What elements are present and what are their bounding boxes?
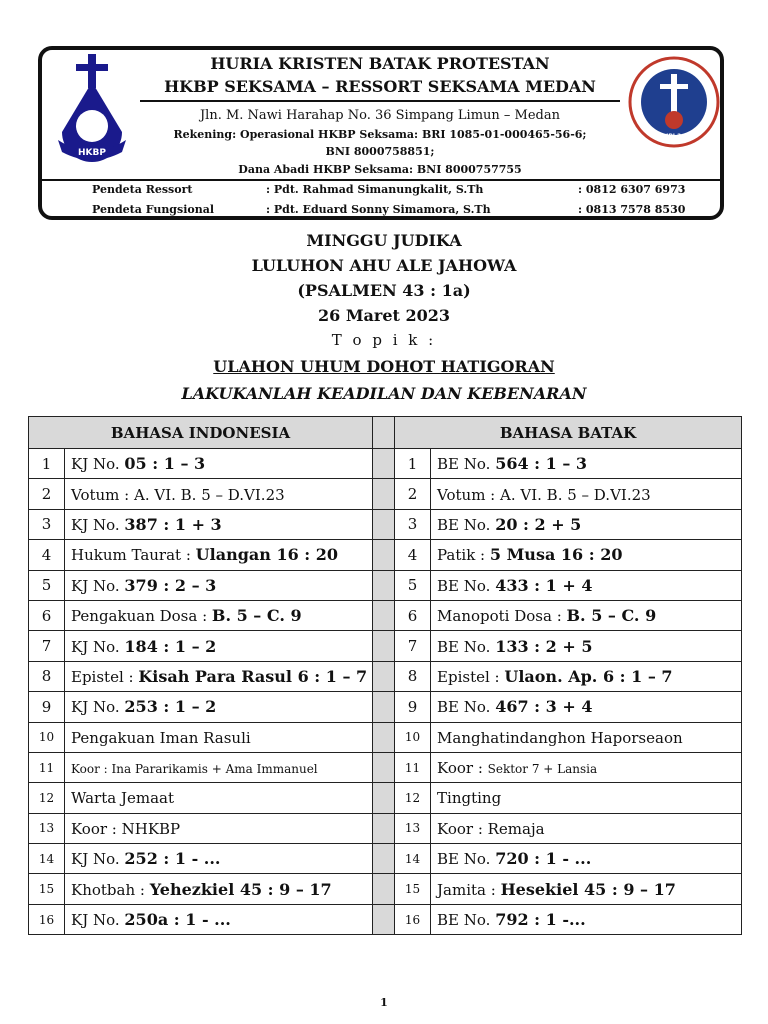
hkbp-cross-logo-icon [52,52,132,164]
item-text: Pengakuan Iman Rasuli [71,728,251,747]
liturgy-item [65,600,373,630]
item-reference: 252 : 1 - ... [124,849,221,869]
row-number: 2 [29,479,65,509]
item-text: KJ No. [71,911,125,930]
column-gap [373,449,395,479]
liturgy-item [431,813,742,843]
table-row [29,844,742,874]
pastor-name: : Pdt. Rahmad Simanungkalit, S.Th [266,183,484,196]
row-number: 8 [395,661,431,691]
liturgy-item [431,600,742,630]
liturgy-item [431,752,742,782]
row-number: 5 [395,570,431,600]
liturgy-item [431,631,742,661]
column-header-indonesia: BAHASA INDONESIA [29,417,373,449]
table-row [29,874,742,904]
item-text: Koor : Ina Pararikamis + Ama Immanuel [71,762,318,777]
column-gap [373,844,395,874]
item-reference: 792 : 1 -... [495,910,586,930]
item-text: Manopoti Dosa : [437,607,567,626]
item-text: Votum : A. VI. B. 5 – D.VI.23 [437,485,651,504]
table-row [29,540,742,570]
topic-indonesia: LAKUKANLAH KEADILAN DAN KEBENARAN [181,384,587,403]
table-row [29,752,742,782]
liturgy-item [431,874,742,904]
item-reference: 564 : 1 – 3 [495,454,588,474]
item-reference: 467 : 3 + 4 [495,697,593,717]
row-number: 11 [29,752,65,782]
row-number: 7 [395,631,431,661]
row-number: 11 [395,752,431,782]
pelayanan-seal-logo-icon [628,56,720,148]
item-text: Epistel : [71,667,139,686]
item-reference: 253 : 1 – 2 [124,697,217,717]
liturgy-item [65,844,373,874]
table-row [29,600,742,630]
item-text: Hukum Taurat : [71,546,196,565]
liturgy-item [65,692,373,722]
item-text: BE No. [437,455,496,474]
row-number: 7 [29,631,65,661]
row-number: 14 [395,844,431,874]
item-reference: Yehezkiel 45 : 9 – 17 [149,879,332,899]
item-reference: 05 : 1 – 3 [124,454,206,474]
item-text: Tingting [437,789,502,808]
pastor-phone: : 0813 7578 8530 [578,203,686,216]
item-text: KJ No. [71,637,125,656]
liturgy-item [65,570,373,600]
column-gap [373,692,395,722]
liturgy-table [28,416,742,935]
item-text: KJ No. [71,850,125,869]
service-date: 26 Maret 2023 [317,306,450,325]
table-row [29,631,742,661]
service-theme: LULUHON AHU ALE JAHOWA [251,256,517,275]
liturgy-item [65,813,373,843]
row-number: 12 [29,783,65,813]
column-gap [373,722,395,752]
row-number: 15 [29,874,65,904]
pastor-name: : Pdt. Eduard Sonny Simamora, S.Th [266,203,491,216]
column-gap [373,874,395,904]
table-row [29,783,742,813]
logo-left-text: HKBP [78,148,106,158]
column-gap [373,752,395,782]
liturgy-item [431,661,742,691]
table-row [29,449,742,479]
page-number: 1 [380,996,388,1009]
liturgy-item [431,904,742,934]
liturgy-item [65,783,373,813]
item-reference: 387 : 1 + 3 [124,514,222,534]
liturgy-item [65,509,373,539]
item-reference: B. 5 – C. 9 [566,606,657,626]
row-number: 8 [29,661,65,691]
column-header-batak: BAHASA BATAK [395,417,742,449]
service-verse: (PSALMEN 43 : 1a) [297,281,471,300]
liturgy-item [431,540,742,570]
item-reference: 5 Musa 16 : 20 [489,545,623,565]
liturgy-item [65,874,373,904]
liturgy-item [431,509,742,539]
item-reference: 20 : 2 + 5 [495,514,582,534]
table-row [29,479,742,509]
logo-right-text: FILIPI 2:12 [655,133,693,140]
item-text: BE No. [437,850,496,869]
item-text: Koor : Remaja [437,819,545,838]
item-reference: B. 5 – C. 9 [211,606,302,626]
table-row [29,904,742,934]
rekening-line-2: BNI 8000758851; [325,145,435,158]
liturgy-item [65,722,373,752]
row-number: 12 [395,783,431,813]
row-number: 6 [29,600,65,630]
item-note: Sektor 7 + Lansia [487,762,598,777]
row-number: 2 [395,479,431,509]
item-reference: Kisah Para Rasul 6 : 1 – 7 [138,666,368,686]
item-text: KJ No. [71,698,125,717]
column-gap [373,813,395,843]
item-text: KJ No. [71,455,125,474]
row-number: 10 [29,722,65,752]
table-row [29,661,742,691]
item-text: BE No. [437,576,496,595]
row-number: 14 [29,844,65,874]
liturgy-item [431,783,742,813]
item-text: BE No. [437,698,496,717]
table-row [29,692,742,722]
rekening-line-1: Rekening: Operasional HKBP Seksama: BRI 1085-01-000465-56-6; [173,128,587,141]
item-text: BE No. [437,637,496,656]
pastor-role: Pendeta Ressort [92,183,193,196]
item-reference: 379 : 2 – 3 [124,575,217,595]
liturgy-item [65,752,373,782]
topic-label: T o p i k : [331,331,437,349]
item-reference: 184 : 1 – 2 [124,636,217,656]
liturgy-item [65,479,373,509]
row-number: 1 [395,449,431,479]
church-address: Jln. M. Nawi Harahap No. 36 Simpang Limun – Medan [199,108,561,123]
liturgy-item [65,904,373,934]
row-number: 13 [29,813,65,843]
pastor-divider [40,179,722,181]
liturgy-item [431,479,742,509]
column-gap [373,661,395,691]
item-text: Patik : [437,546,490,565]
row-number: 16 [29,904,65,934]
rekening-line-3: Dana Abadi HKBP Seksama: BNI 8000757755 [238,163,522,176]
row-number: 10 [395,722,431,752]
item-reference: 133 : 2 + 5 [495,636,593,656]
item-text: Manghatindanghon Haporseaon [437,728,683,747]
row-number: 3 [29,509,65,539]
row-number: 4 [395,540,431,570]
item-reference: Hesekiel 45 : 9 – 17 [500,879,676,899]
item-text: Epistel : [437,667,505,686]
liturgy-item [431,570,742,600]
item-text: BE No. [437,515,496,534]
row-number: 9 [29,692,65,722]
item-reference: 720 : 1 - ... [495,849,592,869]
liturgy-item [431,692,742,722]
item-reference: Ulaon. Ap. 6 : 1 – 7 [504,666,673,686]
liturgy-item [431,844,742,874]
item-text: KJ No. [71,576,125,595]
row-number: 4 [29,540,65,570]
item-reference: 250a : 1 - ... [124,910,231,930]
liturgy-item [431,449,742,479]
item-reference: Ulangan 16 : 20 [195,545,339,565]
header-divider [140,100,620,102]
row-number: 3 [395,509,431,539]
column-gap [373,904,395,934]
row-number: 9 [395,692,431,722]
column-gap [373,540,395,570]
row-number: 16 [395,904,431,934]
table-row [29,722,742,752]
item-text: Koor : [437,759,488,778]
column-gap [373,479,395,509]
item-text: Pengakuan Dosa : [71,607,212,626]
row-number: 13 [395,813,431,843]
table-row [29,570,742,600]
item-text: Koor : NHKBP [71,819,181,838]
item-text: Jamita : [437,880,501,899]
service-title: MINGGU JUDIKA [306,231,462,250]
pastor-role: Pendeta Fungsional [92,203,215,216]
church-name: HKBP SEKSAMA – RESSORT SEKSAMA MEDAN [164,77,596,96]
pastor-phone: : 0812 6307 6973 [578,183,686,196]
column-gap [373,570,395,600]
column-gap [373,509,395,539]
item-text: BE No. [437,911,496,930]
topic-batak: ULAHON UHUM DOHOT HATIGORAN [213,357,555,376]
liturgy-item [431,722,742,752]
liturgy-item [65,631,373,661]
org-name: HURIA KRISTEN BATAK PROTESTAN [210,54,550,73]
item-text: KJ No. [71,515,125,534]
item-reference: 433 : 1 + 4 [495,575,593,595]
item-text: Votum : A. VI. B. 5 – D.VI.23 [71,485,285,504]
row-number: 6 [395,600,431,630]
table-row [29,509,742,539]
row-number: 15 [395,874,431,904]
column-gap [373,783,395,813]
column-gap [373,631,395,661]
liturgy-item [65,540,373,570]
column-gap [373,600,395,630]
table-row [29,813,742,843]
column-gap [373,417,395,449]
row-number: 1 [29,449,65,479]
item-text: Warta Jemaat [71,789,174,808]
row-number: 5 [29,570,65,600]
liturgy-item [65,449,373,479]
liturgy-item [65,661,373,691]
item-text: Khotbah : [71,880,150,899]
